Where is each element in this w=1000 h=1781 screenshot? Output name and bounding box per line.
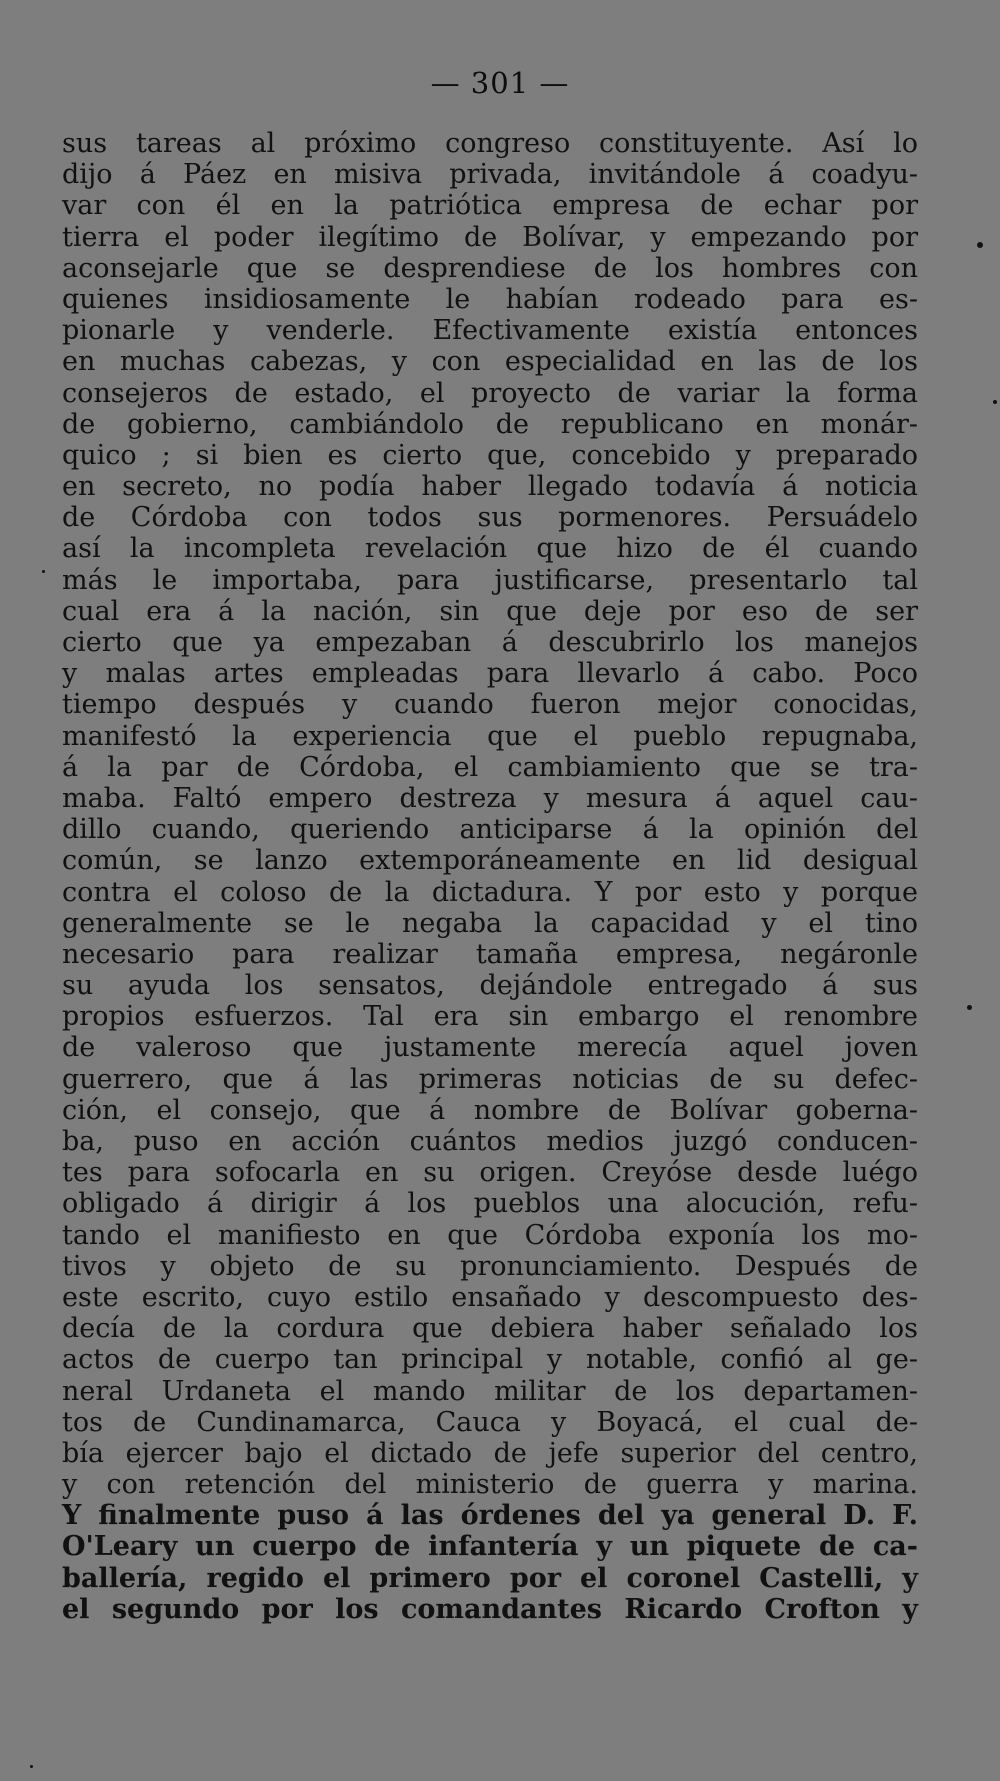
text-line: cual era á la nación, sin que deje por eso de ser	[62, 595, 918, 627]
text-line: tes para sofocarla en su origen. Creyóse desde luégo	[62, 1157, 918, 1189]
text-line: contra el coloso de la dictadura. Y por esto y porque	[62, 876, 918, 908]
text-line: manifestó la experiencia que el pueblo repugnaba,	[62, 720, 918, 752]
margin-mark	[967, 1005, 972, 1010]
text-line: ballería, regido el primero por el coronel Castelli, y	[62, 1562, 918, 1594]
margin-mark	[977, 242, 983, 248]
text-line: aconsejarle que se desprendiese de los hombres con	[62, 252, 918, 284]
text-line: tos de Cundinamarca, Cauca y Boyacá, el cual de-	[62, 1406, 918, 1438]
text-line: ba, puso en acción cuántos medios juzgó conducen-	[62, 1126, 918, 1157]
text-line: el segundo por los comandantes Ricardo Crofton y	[62, 1593, 918, 1625]
text-line: en secreto, no podía haber llegado todavía á noticia	[62, 471, 918, 503]
text-line: ción, el consejo, que á nombre de Bolívar goberna-	[62, 1094, 918, 1126]
text-line: var con él en la patriótica empresa de echar por	[62, 190, 918, 222]
text-line: tiempo después y cuando fueron mejor conocidas,	[62, 689, 918, 721]
text-line: decía de la cordura que debiera haber señalado los	[62, 1313, 918, 1345]
text-line: quico ; si bien es cierto que, concebido y preparado	[62, 439, 918, 471]
text-line: á la par de Córdoba, el cambiamiento que se tra-	[62, 751, 918, 783]
text-line: de valeroso que justamente merecía aquel joven	[62, 1032, 918, 1064]
text-line: en muchas cabezas, y con especialidad en las de los	[62, 346, 918, 378]
margin-mark	[42, 570, 45, 573]
text-line: cierto que ya empezaban á descubrirlo los manejos	[62, 627, 918, 658]
text-line: este escrito, cuyo estilo ensañado y descompuesto des-	[62, 1281, 918, 1313]
text-line: obligado á dirigir á los pueblos una alocución, refu-	[62, 1188, 918, 1220]
text-line: más le importaba, para justificarse, presentarlo tal	[62, 564, 918, 596]
text-line: y con retención del ministerio de guerra y marina.	[62, 1469, 918, 1501]
text-line: y malas artes empleadas para llevarlo á cabo. Poco	[62, 658, 918, 690]
text-line: maba. Faltó empero destreza y mesura á aquel cau-	[62, 782, 918, 814]
page-number: — 301 —	[430, 66, 570, 100]
body-text	[62, 128, 918, 1625]
text-line: guerrero, que á las primeras noticias de su defec-	[62, 1063, 918, 1095]
text-line: Y finalmente puso á las órdenes del ya general D. F.	[62, 1500, 918, 1532]
text-line: pionarle y venderle. Efectivamente existía entonces	[62, 315, 918, 347]
text-line: actos de cuerpo tan principal y notable, confió al ge-	[62, 1344, 918, 1376]
text-line: O'Leary un cuerpo de infantería y un piquete de ca-	[62, 1531, 918, 1563]
text-line: necesario para realizar tamaña empresa, negáronle	[62, 938, 918, 970]
text-line: sus tareas al próximo congreso constituyente. Así lo	[62, 128, 918, 159]
text-line: de gobierno, cambiándolo de republicano en monár-	[62, 408, 918, 440]
text-line: común, se lanzo extemporáneamente en lid desigual	[62, 845, 918, 877]
text-line: consejeros de estado, el proyecto de variar la forma	[62, 377, 918, 409]
text-line: propios esfuerzos. Tal era sin embargo el renombre	[62, 1001, 918, 1033]
margin-mark	[30, 1765, 33, 1768]
text-line: quienes insidiosamente le habían rodeado para es-	[62, 283, 918, 315]
text-line: de Córdoba con todos sus pormenores. Persuádelo	[62, 502, 918, 534]
margin-mark	[993, 400, 997, 404]
text-line: así la incompleta revelación que hizo de él cuando	[62, 533, 918, 565]
text-line: tando el manifiesto en que Córdoba exponía los mo-	[62, 1219, 918, 1251]
text-line: tivos y objeto de su pronunciamiento. Después de	[62, 1250, 918, 1282]
text-line: dijo á Páez en misiva privada, invitándole á coadyu-	[62, 159, 918, 191]
text-line: generalmente se le negaba la capacidad y el tino	[62, 907, 918, 939]
text-line: dillo cuando, queriendo anticiparse á la opinión del	[62, 814, 918, 846]
text-line: neral Urdaneta el mando militar de los departamen-	[62, 1375, 918, 1407]
text-line: su ayuda los sensatos, dejándole entregado á sus	[62, 970, 918, 1002]
text-line: bía ejercer bajo el dictado de jefe superior del centro,	[62, 1437, 918, 1469]
text-line: tierra el poder ilegítimo de Bolívar, y empezando por	[62, 221, 918, 253]
